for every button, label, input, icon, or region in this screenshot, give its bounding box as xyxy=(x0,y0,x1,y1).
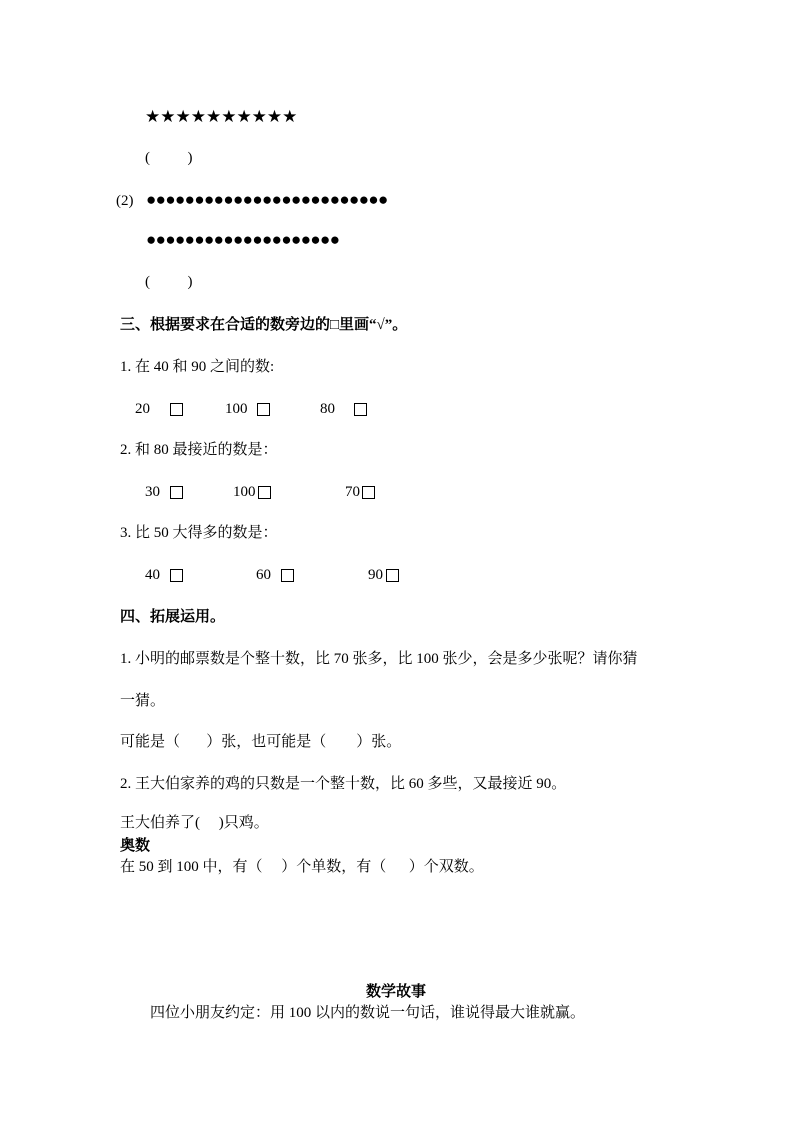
story-title: 数学故事 xyxy=(366,984,427,1000)
part-label-2: (2) xyxy=(116,193,134,209)
dots-row-2: ●●●●●●●●●●●●●●●●●●●● xyxy=(146,230,340,249)
s4-q2-answer: 王大伯养了( )只鸡。 xyxy=(120,815,269,831)
option-value: 90 xyxy=(368,567,383,583)
checkbox[interactable] xyxy=(386,569,399,582)
s4-q1-line2: 一猜。 xyxy=(120,693,166,709)
checkbox[interactable] xyxy=(170,486,183,499)
s4-q1-answer: 可能是（ ）张，也可能是（ ）张。 xyxy=(120,734,402,750)
stars-row: ★★★★★★★★★★ xyxy=(145,107,298,126)
section4-title: 四、拓展运用。 xyxy=(120,609,226,625)
s3-question-1: 1. 在 40 和 90 之间的数: xyxy=(120,359,275,375)
option-value: 100 xyxy=(225,401,248,417)
checkbox[interactable] xyxy=(258,486,271,499)
option-value: 40 xyxy=(145,567,160,583)
checkbox[interactable] xyxy=(170,569,183,582)
section3-title: 三、根据要求在合适的数旁边的□里画“√”。 xyxy=(120,317,408,333)
checkbox[interactable] xyxy=(281,569,294,582)
checkbox[interactable] xyxy=(362,486,375,499)
s3-question-3: 3. 比 50 大得多的数是： xyxy=(120,525,278,541)
story-text: 四位小朋友约定：用 100 以内的数说一句话，谁说得最大谁就赢。 xyxy=(150,1005,586,1021)
checkbox[interactable] xyxy=(354,403,367,416)
option-value: 70 xyxy=(345,484,360,500)
checkbox[interactable] xyxy=(257,403,270,416)
option-value: 100 xyxy=(233,484,256,500)
option-value: 30 xyxy=(145,484,160,500)
option-value: 60 xyxy=(256,567,271,583)
olympiad-title: 奥数 xyxy=(120,838,151,854)
s3-question-2: 2. 和 80 最接近的数是： xyxy=(120,442,278,458)
answer-blank-1: ( ) xyxy=(145,150,193,166)
checkbox[interactable] xyxy=(170,403,183,416)
s4-q1-line1: 1. 小明的邮票数是个整十数，比 70 张多，比 100 张少，会是多少张呢？请你猜 xyxy=(120,651,638,667)
answer-blank-2: ( ) xyxy=(145,274,193,290)
olympiad-text: 在 50 到 100 中，有（ ）个单数，有（ ）个双数。 xyxy=(120,859,484,875)
option-value: 80 xyxy=(320,401,335,417)
dots-row-1: ●●●●●●●●●●●●●●●●●●●●●●●●● xyxy=(146,190,388,209)
s4-q2-line1: 2. 王大伯家养的鸡的只数是一个整十数，比 60 多些，又最接近 90。 xyxy=(120,776,567,792)
option-value: 20 xyxy=(135,401,150,417)
